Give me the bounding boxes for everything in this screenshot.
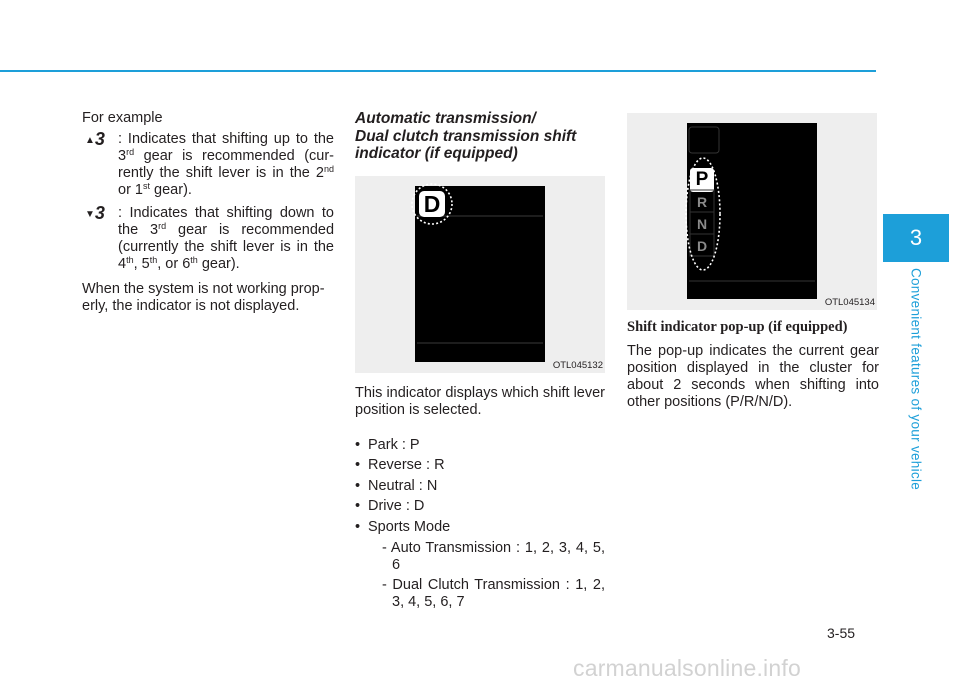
list-item: • Neutral : N [355,478,605,495]
shift-up-lead: : Indicates that shifting up to the [118,131,334,147]
figure-otl045132 [355,176,605,373]
chapter-number-tab: 3 [883,214,949,262]
not-working-note: When the system is not working prop-erly, the indicator is not displayed. [82,281,325,314]
watermark-text: carmanualsonline.info [573,655,801,681]
sports-mode-list [368,540,605,612]
figure-label: OTL045134 [824,297,875,308]
list-item: • Sports Mode - Auto Transmission : 1, 2, 3, 4, 5, 6 - Dual Clutch Transmission : 1, 2, 3, 4, 5, 6, 7 [355,519,605,612]
popup-display-illustration [627,113,877,310]
shift-up-example: ▲3 : Indicates that shifting up to the 3rd gear is recommended (cur-rently the shift lever is in the 2nd or 1st gear). [85,129,334,198]
list-item: - Auto Transmission : 1, 2, 3, 4, 5, 6 [382,539,605,573]
cluster-display-illustration [355,176,605,373]
list-item: • Drive : D [355,498,605,515]
gear-letter-d: D [423,190,441,217]
figure-otl045134 [627,113,877,310]
shift-up-icon: ▲3 [85,129,105,149]
list-item: • Reverse : R [355,457,605,474]
column-shift-indicator [355,110,605,615]
shift-down-example: ▼3 : Indicates that shifting down to the 3rd gear is recommended (currently the shift lever is in the 4th, 5th, or 6th gear). [85,203,335,272]
header-rule [0,70,876,72]
chapter-title-tab [868,266,960,492]
column-example [82,110,334,315]
section-heading: Automatic transmission/ Dual clutch transmission shift indicator (if equipped) [355,110,577,162]
shift-down-lead: : Indicates that shifting down to the 3 [118,205,334,238]
gear-n: N [696,216,708,232]
gear-d: D [696,238,708,254]
gear-p: P [695,169,709,190]
shift-down-icon: ▼3 [85,203,105,223]
gear-r: R [696,194,708,210]
column-popup [627,113,879,411]
indicator-description: This indicator displays which shift lever position is selected. [355,384,605,418]
list-item: • Park : P [355,437,605,454]
example-intro: For example [82,110,163,126]
page-number: 3-55 [827,625,856,641]
chapter-title: Convenient features of your vehicle [908,267,924,491]
figure-label: OTL045132 [552,359,603,371]
popup-description: The pop-up indicates the current gear position displayed in the cluster for about 2 seconds when shifting into other positions (P/R/N/D). [627,343,879,410]
popup-heading: Shift indicator pop-up (if equipped) [627,319,848,335]
list-item: - Dual Clutch Transmission : 1, 2, 3, 4, 5, 6, 7 [382,577,605,610]
gear-list [355,437,605,612]
